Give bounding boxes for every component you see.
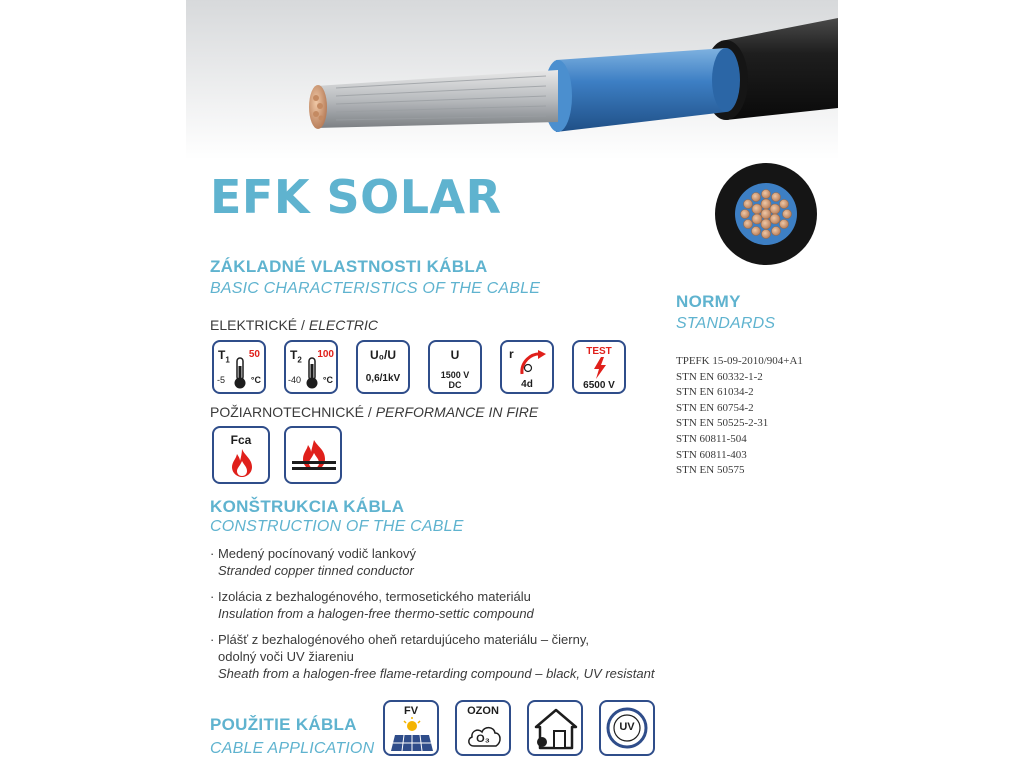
standard-item: STN EN 50575 — [676, 464, 745, 477]
thermometer-icon — [305, 356, 319, 390]
T2-temperature-icon: $T_2$ 100 -40 °C — [284, 340, 338, 394]
fv-solar-panel-icon: FV — [383, 700, 439, 756]
fire-label-sk: POŽIARNOTECHNICKÉ — [210, 404, 365, 420]
t2-max: 100 — [317, 349, 334, 360]
bending-radius-icon: r 4d — [500, 340, 554, 394]
fire-label-en: PERFORMANCE IN FIRE — [375, 404, 539, 420]
basic-heading-en: BASIC CHARACTERISTICS OF THE CABLE — [210, 280, 541, 297]
construction-heading-sk: KONŠTRUKCIA KÁBLA — [210, 497, 405, 516]
standards-heading-en: STANDARDS — [676, 315, 776, 332]
solar-panel-icon — [389, 717, 435, 753]
fire-label: POŽIARNOTECHNICKÉ / PERFORMANCE IN FIRE — [210, 404, 539, 420]
construction-list — [210, 545, 680, 682]
uv-icon: UV — [599, 700, 655, 756]
ozone-icon: OZON O₃ — [455, 700, 511, 756]
t2-min: -40 — [288, 375, 302, 385]
fca-fire-class-icon: Fca — [212, 426, 270, 484]
outdoor-house-icon — [533, 707, 579, 751]
rated-voltage-icon: U₀/U 0,6/1kV — [356, 340, 410, 394]
burning-cable-icon — [292, 438, 336, 476]
electric-label-en: ELECTRIC — [308, 317, 379, 333]
construction-heading-en: CONSTRUCTION OF THE CABLE — [210, 518, 464, 535]
datasheet-page — [186, 0, 838, 768]
T1-temperature-icon: $T_1$ 50 -5 °C — [212, 340, 266, 394]
application-heading-en: CABLE APPLICATION — [210, 740, 375, 757]
flame-icon — [229, 448, 255, 478]
standards-heading-sk: NORMY — [676, 292, 741, 311]
thermometer-icon — [233, 356, 247, 390]
electric-label-sk: ELEKTRICKÉ — [210, 317, 298, 333]
standard-item: STN 60811-504 — [676, 432, 747, 445]
list-item: · Plášť z bezhalogénového oheň retardujúceho materiálu – čierny, odolný voči UV žiareniu Sheath from a halogen-free flame-retarding compound – black, UV resistant — [210, 632, 655, 681]
standard-item: STN EN 60332-1-2 — [676, 370, 763, 383]
bend-arrow-icon — [516, 348, 548, 378]
list-item: · Medený pocínovaný vodič lankový Stranded copper tinned conductor — [210, 546, 416, 578]
flame-propagation-icon — [284, 426, 342, 484]
t2-unit: °C — [322, 375, 333, 385]
test-voltage-icon: TEST 6500 V — [572, 340, 626, 394]
house-icon — [527, 700, 583, 756]
standard-item: STN 60811-403 — [676, 448, 747, 461]
t1-max: 50 — [248, 349, 260, 360]
t1-min: -5 — [217, 375, 226, 385]
t1-unit: °C — [250, 375, 261, 385]
standard-item: TPEFK 15-09-2010/904+A1 — [676, 355, 803, 367]
standard-item: STN EN 50525-2-31 — [676, 417, 769, 430]
cable-cross-section — [714, 162, 818, 266]
standard-item: STN EN 61034-2 — [676, 386, 754, 399]
product-title: EFK SOLAR — [210, 170, 502, 224]
cable-photo — [186, 0, 838, 160]
standards-list — [676, 354, 803, 479]
dc-voltage-icon: U 1500 V DC — [428, 340, 482, 394]
lightning-icon — [592, 357, 608, 379]
electric-label: ELEKTRICKÉ / ELECTRIC — [210, 317, 379, 333]
standard-item: STN EN 60754-2 — [676, 401, 754, 414]
application-heading-sk: POUŽITIE KÁBLA — [210, 715, 357, 734]
list-item: · Izolácia z bezhalogénového, termosetického materiálu Insulation from a halogen-free thermo-settic compound — [210, 589, 534, 621]
basic-heading-sk: ZÁKLADNÉ VLASTNOSTI KÁBLA — [210, 257, 488, 276]
